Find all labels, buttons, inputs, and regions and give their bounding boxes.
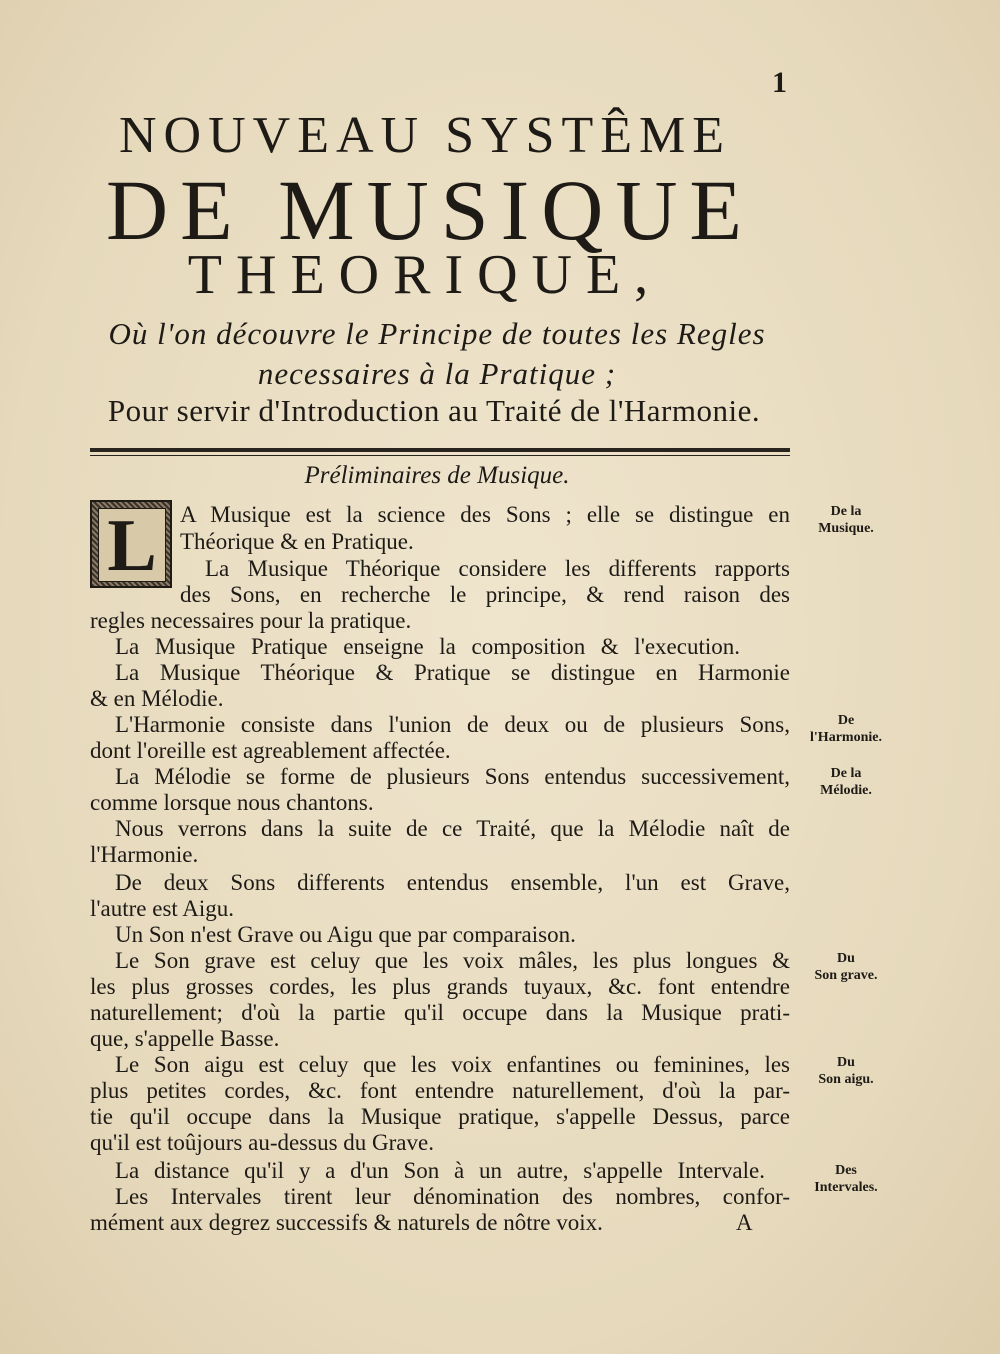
title-line-1: NOUVEAU SYSTÊME xyxy=(119,107,731,164)
text-line: l'Harmonie. xyxy=(90,842,199,867)
page-number: 1 xyxy=(772,66,788,99)
text-line: l'autre est Aigu. xyxy=(90,896,235,921)
text-line: & en Mélodie. xyxy=(90,686,224,711)
text-line: Théorique & en Pratique. xyxy=(180,529,414,554)
text-line: L'Harmonie consiste dans l'union de deux ou de plusieurs Sons, xyxy=(115,712,790,737)
margin-note-musique: De la Musique. xyxy=(818,504,874,536)
title-line-3: THEORIQUE, xyxy=(187,244,663,306)
subtitle-line-2: necessaires à la Pratique ; xyxy=(257,356,617,391)
section-title: Préliminaires de Musique. xyxy=(304,462,570,489)
subtitle-line-3: Pour servir d'Introduction au Traité de l'Harmonie. xyxy=(107,393,761,428)
text-line: Le Son grave est celuy que les voix mâles, les plus longues & xyxy=(115,948,790,973)
margin-note-son-grave: Du Son grave. xyxy=(814,951,878,983)
text-line: plus petites cordes, &c. font entendre naturellement, d'où la par- xyxy=(90,1078,790,1103)
text-line: mément aux degrez successifs & naturels de nôtre voix. xyxy=(90,1210,603,1235)
text-line: comme lorsque nous chantons. xyxy=(90,790,374,815)
margin-note-intervales: Des Intervales. xyxy=(814,1163,878,1195)
text-line: Un Son n'est Grave ou Aigu que par comparaison. xyxy=(115,922,576,947)
text-line: La Mélodie se forme de plusieurs Sons entendus successivement, xyxy=(115,764,790,789)
text-line: regles necessaires pour la pratique. xyxy=(90,608,412,633)
text-line: les plus grosses cordes, les plus grands tuyaux, &c. font entendre xyxy=(90,974,790,999)
drop-cap-letter: L xyxy=(98,508,166,582)
margin-note-son-aigu: Du Son aigu. xyxy=(818,1055,874,1087)
text-line: tie qu'il occupe dans la Musique pratique, s'appelle Dessus, parce xyxy=(90,1104,790,1129)
subtitle-line-1: Où l'on découvre le Principe de toutes les Regles xyxy=(108,316,766,351)
text-line: Les Intervales tirent leur dénomination des nombres, confor- xyxy=(115,1184,790,1209)
text-line: De deux Sons differents entendus ensemble, l'un est Grave, xyxy=(115,870,790,895)
text-line: que, s'appelle Basse. xyxy=(90,1026,280,1051)
text-line: La Musique Pratique enseigne la composition & l'execution. xyxy=(115,634,740,659)
text-line: Le Son aigu est celuy que les voix enfantines ou feminines, les xyxy=(115,1052,790,1077)
text-line: La Musique Théorique & Pratique se distingue en Harmonie xyxy=(115,660,790,685)
title-line-2: DE MUSIQUE xyxy=(106,162,754,258)
text-line: dont l'oreille est agreablement affectée. xyxy=(90,738,451,763)
text-line: La Musique Théorique considere les differents rapports xyxy=(205,556,790,581)
text-line: qu'il est toûjours au-dessus du Grave. xyxy=(90,1130,434,1155)
text-line: Nous verrons dans la suite de ce Traité, que la Mélodie naît de xyxy=(115,816,790,841)
ornamental-initial xyxy=(90,500,172,588)
title-rule-thin xyxy=(90,455,790,456)
text-line: A Musique est la science des Sons ; elle se distingue en xyxy=(180,502,790,527)
signature-mark: A xyxy=(736,1210,753,1235)
margin-note-melodie: De la Mélodie. xyxy=(820,766,872,798)
text-line: La distance qu'il y a d'un Son à un autre, s'appelle Intervale. xyxy=(115,1158,765,1183)
margin-note-harmonie: De l'Harmonie. xyxy=(810,713,882,745)
title-rule-thick xyxy=(90,448,790,452)
text-line: naturellement; d'où la partie qu'il occupe dans la Musique prati- xyxy=(90,1000,790,1025)
text-line: des Sons, en recherche le principe, & rend raison des xyxy=(180,582,790,607)
